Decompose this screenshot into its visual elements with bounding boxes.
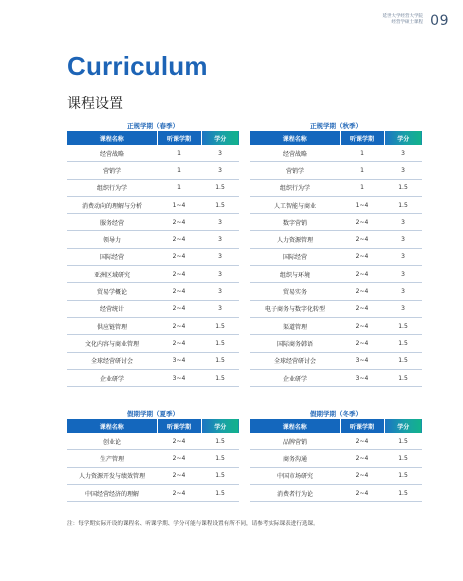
credit-cell: 1.5	[201, 352, 239, 369]
table-row	[250, 231, 422, 248]
course-name-cell: 全球经营研讨会	[250, 352, 340, 369]
course-name-cell: 领导力	[67, 231, 157, 248]
table-row	[250, 335, 422, 352]
semester-cell: 3~4	[340, 352, 384, 369]
course-name-cell: 电子商务与数字化转型	[250, 300, 340, 317]
col-credit-header: 学分	[384, 419, 422, 433]
course-name-cell: 数字营销	[250, 214, 340, 231]
table-row	[67, 317, 239, 334]
credit-cell: 3	[384, 266, 422, 283]
winter-title: 假期学期（冬季）	[310, 410, 362, 418]
semester-cell: 1	[157, 179, 201, 196]
course-name-cell: 品牌营销	[250, 433, 340, 450]
table-row	[67, 335, 239, 352]
table-row	[250, 467, 422, 484]
course-name-cell: 经营战略	[67, 145, 157, 162]
page-title-en: Curriculum	[67, 51, 208, 81]
col-course-header: 课程名称	[67, 419, 157, 433]
table-row	[250, 484, 422, 501]
credit-cell: 1.5	[384, 484, 422, 501]
credit-cell: 1.5	[201, 467, 239, 484]
table-row	[67, 248, 239, 265]
table-row	[67, 266, 239, 283]
course-name-cell: 文化内容与商业管理	[67, 335, 157, 352]
table-row	[67, 145, 239, 162]
semester-cell: 3~4	[157, 369, 201, 386]
semester-cell: 2~4	[340, 214, 384, 231]
table-header-row	[67, 419, 239, 433]
credit-cell: 3	[384, 283, 422, 300]
credit-cell: 3	[201, 145, 239, 162]
table-header-row	[67, 131, 239, 145]
semester-cell: 2~4	[340, 433, 384, 450]
semester-cell: 2~4	[157, 266, 201, 283]
winter-block	[250, 409, 422, 502]
course-name-cell: 消费者行为论	[250, 484, 340, 501]
course-name-cell: 国际经营	[250, 248, 340, 265]
semester-cell: 2~4	[157, 467, 201, 484]
page-number: 09	[430, 13, 449, 29]
credit-cell: 1.5	[201, 317, 239, 334]
credit-cell: 3	[384, 231, 422, 248]
course-name-cell: 供应链管理	[67, 317, 157, 334]
autumn-block	[250, 121, 422, 387]
table-row	[250, 196, 422, 213]
credit-cell: 3	[201, 266, 239, 283]
semester-cell: 2~4	[157, 248, 201, 265]
semester-cell: 1~4	[157, 196, 201, 213]
col-credit-header: 学分	[201, 419, 239, 433]
semester-cell: 2~4	[340, 450, 384, 467]
table-row	[250, 145, 422, 162]
course-name-cell: 人力资源开发与绩效管理	[67, 467, 157, 484]
footnote: 注：每学期实际开设的课程名、听课学期、学分可能与课程设置有所不同，请参考实际课表进行选课。	[67, 521, 319, 527]
table-header-row	[250, 419, 422, 433]
semester-cell: 2~4	[340, 335, 384, 352]
summer-block	[67, 409, 239, 502]
credit-cell: 1.5	[201, 335, 239, 352]
table-row	[250, 450, 422, 467]
semester-cell: 2~4	[157, 450, 201, 467]
semester-cell: 2~4	[157, 214, 201, 231]
course-name-cell: 人工智能与商业	[250, 196, 340, 213]
credit-cell: 3	[384, 162, 422, 179]
table-row	[250, 179, 422, 196]
semester-cell: 2~4	[340, 231, 384, 248]
summer-title: 假期学期（夏季）	[127, 410, 179, 418]
table-row	[250, 248, 422, 265]
semester-cell: 3~4	[157, 352, 201, 369]
course-name-cell: 渠道管理	[250, 317, 340, 334]
credit-cell: 1.5	[384, 369, 422, 386]
credit-cell: 1.5	[201, 433, 239, 450]
course-name-cell: 全球经营研讨会	[67, 352, 157, 369]
winter-table	[250, 419, 422, 502]
credit-cell: 1.5	[201, 450, 239, 467]
credit-cell: 1.5	[384, 335, 422, 352]
table-row	[250, 283, 422, 300]
table-row	[67, 433, 239, 450]
credit-cell: 1.5	[384, 352, 422, 369]
semester-cell: 2~4	[340, 467, 384, 484]
credit-cell: 1.5	[384, 196, 422, 213]
col-semester-header: 听课学期	[157, 419, 201, 433]
table-row	[67, 283, 239, 300]
semester-cell: 1	[340, 162, 384, 179]
credit-cell: 1.5	[384, 433, 422, 450]
credit-cell: 1.5	[201, 369, 239, 386]
table-row	[67, 450, 239, 467]
credit-cell: 3	[384, 248, 422, 265]
credit-cell: 1.5	[384, 467, 422, 484]
col-course-header: 课程名称	[67, 131, 157, 145]
col-semester-header: 听课学期	[340, 131, 384, 145]
course-name-cell: 国际商务韩语	[250, 335, 340, 352]
course-name-cell: 生产管理	[67, 450, 157, 467]
course-name-cell: 组织行为学	[250, 179, 340, 196]
semester-cell: 1	[157, 145, 201, 162]
table-row	[250, 300, 422, 317]
course-name-cell: 消费动向的理解与分析	[67, 196, 157, 213]
semester-cell: 2~4	[340, 300, 384, 317]
page-title-zh: 课程设置	[67, 96, 123, 112]
semester-cell: 2~4	[157, 484, 201, 501]
col-credit-header: 学分	[201, 131, 239, 145]
table-row	[67, 352, 239, 369]
course-name-cell: 组织行为学	[67, 179, 157, 196]
table-row	[67, 231, 239, 248]
course-name-cell: 贸易实务	[250, 283, 340, 300]
table-row	[250, 433, 422, 450]
semester-cell: 3~4	[340, 369, 384, 386]
table-row	[250, 352, 422, 369]
course-name-cell: 服务经营	[67, 214, 157, 231]
autumn-table	[250, 131, 422, 387]
course-name-cell: 创业论	[67, 433, 157, 450]
table-row	[67, 467, 239, 484]
col-credit-header: 学分	[384, 131, 422, 145]
table-row	[67, 196, 239, 213]
autumn-title: 正规学期（秋季）	[310, 122, 362, 130]
course-name-cell: 人力资源管理	[250, 231, 340, 248]
course-name-cell: 经营统计	[67, 300, 157, 317]
spring-block	[67, 121, 239, 387]
table-row	[250, 317, 422, 334]
table-row	[67, 162, 239, 179]
semester-cell: 2~4	[157, 300, 201, 317]
credit-cell: 3	[201, 283, 239, 300]
credit-cell: 3	[201, 300, 239, 317]
program-name: 经营学硕士课程	[391, 20, 423, 25]
table-row	[67, 214, 239, 231]
course-name-cell: 营销学	[67, 162, 157, 179]
col-course-header: 课程名称	[250, 419, 340, 433]
col-course-header: 课程名称	[250, 131, 340, 145]
credit-cell: 1.5	[384, 317, 422, 334]
semester-cell: 2~4	[157, 433, 201, 450]
semester-cell: 1	[157, 162, 201, 179]
table-row	[250, 369, 422, 386]
credit-cell: 1.5	[201, 484, 239, 501]
credit-cell: 1.5	[384, 179, 422, 196]
table-row	[250, 266, 422, 283]
course-name-cell: 贸易学概论	[67, 283, 157, 300]
credit-cell: 1.5	[384, 450, 422, 467]
semester-cell: 2~4	[157, 335, 201, 352]
course-name-cell: 亚洲区域研究	[67, 266, 157, 283]
spring-table	[67, 131, 239, 387]
course-name-cell: 经营战略	[250, 145, 340, 162]
credit-cell: 1.5	[201, 179, 239, 196]
course-name-cell: 组织与环境	[250, 266, 340, 283]
table-row	[67, 179, 239, 196]
credit-cell: 1.5	[201, 196, 239, 213]
course-name-cell: 企业研学	[250, 369, 340, 386]
semester-cell: 2~4	[340, 484, 384, 501]
semester-cell: 2~4	[340, 248, 384, 265]
semester-cell: 1	[340, 145, 384, 162]
summer-table	[67, 419, 239, 502]
semester-cell: 2~4	[340, 266, 384, 283]
spring-title: 正规学期（春季）	[127, 122, 179, 130]
course-name-cell: 企业研学	[67, 369, 157, 386]
credit-cell: 3	[201, 248, 239, 265]
credit-cell: 3	[201, 162, 239, 179]
course-name-cell: 国际经营	[67, 248, 157, 265]
credit-cell: 3	[384, 214, 422, 231]
semester-cell: 2~4	[340, 283, 384, 300]
course-name-cell: 中国经营经济的理解	[67, 484, 157, 501]
credit-cell: 3	[384, 300, 422, 317]
course-name-cell: 商务沟通	[250, 450, 340, 467]
table-row	[67, 484, 239, 501]
course-name-cell: 营销学	[250, 162, 340, 179]
table-row	[67, 369, 239, 386]
table-row	[250, 162, 422, 179]
credit-cell: 3	[384, 145, 422, 162]
semester-cell: 2~4	[157, 231, 201, 248]
credit-cell: 3	[201, 214, 239, 231]
semester-cell: 2~4	[157, 317, 201, 334]
semester-cell: 2~4	[340, 317, 384, 334]
credit-cell: 3	[201, 231, 239, 248]
course-name-cell: 中国市场研究	[250, 467, 340, 484]
school-name: 延世大学经营大学院	[382, 14, 423, 19]
table-row	[250, 214, 422, 231]
table-row	[67, 300, 239, 317]
col-semester-header: 听课学期	[340, 419, 384, 433]
semester-cell: 1~4	[340, 196, 384, 213]
page-header	[383, 14, 424, 26]
table-header-row	[250, 131, 422, 145]
col-semester-header: 听课学期	[157, 131, 201, 145]
semester-cell: 1	[340, 179, 384, 196]
semester-cell: 2~4	[157, 283, 201, 300]
